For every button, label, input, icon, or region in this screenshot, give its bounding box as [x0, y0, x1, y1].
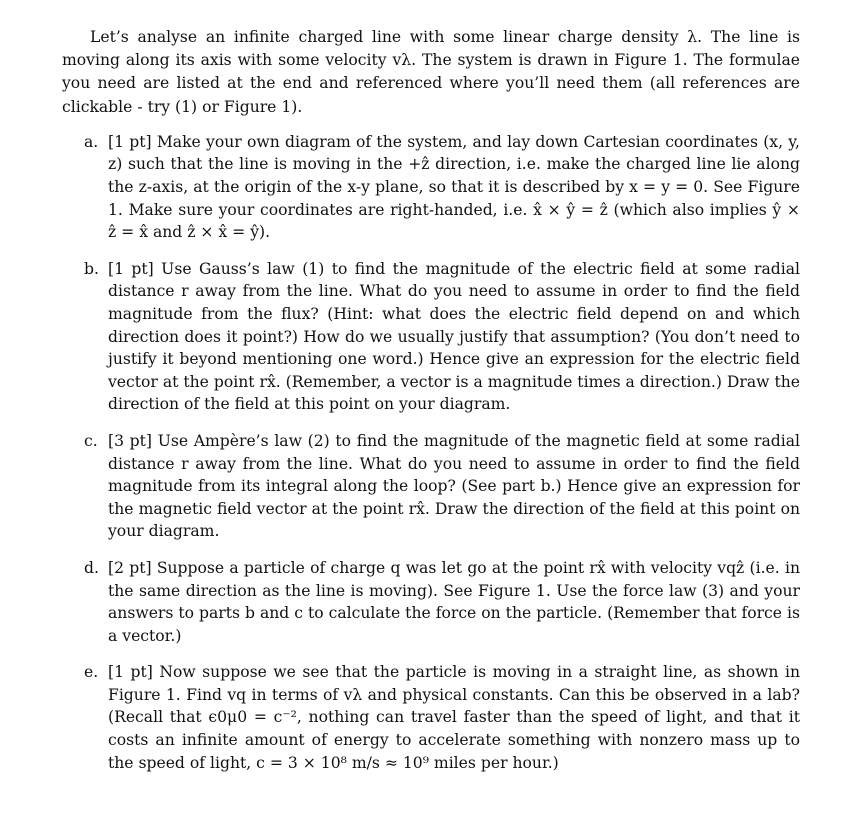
intro-paragraph: Let’s analyse an infinite charged line with some linear charge density λ. The line is moving along its axis with some velocity vλ. The system is drawn in Figure 1. The formulae you need are listed at the end and referenced where you’ll need them (all references are clickable - try (1) or Figure 1). [62, 28, 800, 116]
question-d-text: [2 pt] Suppose a particle of charge q was let go at the point rx̂ with velocity vqẑ (i.e. in the same direction as the line is moving). See Figure 1. Use the force law (3) and your answers to parts b and c to calculate the force on the particle. (Remember that force is a vector.) [108, 558, 800, 645]
question-c-label: c. [84, 431, 98, 450]
question-c-text: [3 pt] Use Ampère’s law (2) to find the magnitude of the magnetic field at some radial distance r away from the line. What do you need to assume in order to find the field magnitude from its integral along the loop? (See part b.) Hence give an expression for the magnetic field vector at the point rx̂. Draw the direction of the field at this point on your diagram. [108, 431, 800, 541]
document-page [62, 26, 800, 788]
question-b-label: b. [84, 259, 99, 278]
question-b [62, 258, 800, 416]
question-a [62, 131, 800, 244]
question-a-label: a. [84, 132, 99, 151]
question-list [62, 131, 800, 774]
question-d [62, 557, 800, 647]
question-b-text: [1 pt] Use Gauss’s law (1) to find the magnitude of the electric field at some radial distance r away from the line. What do you need to assume in order to find the field magnitude from the flux? (Hint: what does the electric field depend on and which direction does it point?) How do we usually justify that assumption? (You don’t need to justify it beyond mentioning one word.) Hence give an expression for the electric field vector at the point rx̂. (Remember, a vector is a magnitude times a direction.) Draw the direction of the field at this point on your diagram. [108, 259, 800, 414]
question-a-text: [1 pt] Make your own diagram of the system, and lay down Cartesian coordinates (x, y, z) such that the line is moving in the +ẑ direction, i.e. make the charged line lie along the z-axis, at the origin of the x-y plane, so that it is described by x = y = 0. See Figure 1. Make sure your coordinates are right-handed, i.e. x̂ × ŷ = ẑ (which also implies ŷ × ẑ = x̂ and ẑ × x̂ = ŷ). [108, 132, 800, 242]
question-c [62, 430, 800, 543]
question-d-label: d. [84, 558, 99, 577]
question-e-text: [1 pt] Now suppose we see that the particle is moving in a straight line, as shown in Figure 1. Find vq in terms of vλ and physical constants. Can this be observed in a lab? (Recall that ϵ0μ0 = c⁻², nothing can travel faster than the speed of light, and that it costs an infinite amount of energy to accelerate something with nonzero mass up to the speed of light, c = 3 × 10⁸ m/s ≈ 10⁹ miles per hour.) [108, 663, 800, 772]
question-e [62, 661, 800, 774]
question-e-label: e. [84, 663, 99, 682]
